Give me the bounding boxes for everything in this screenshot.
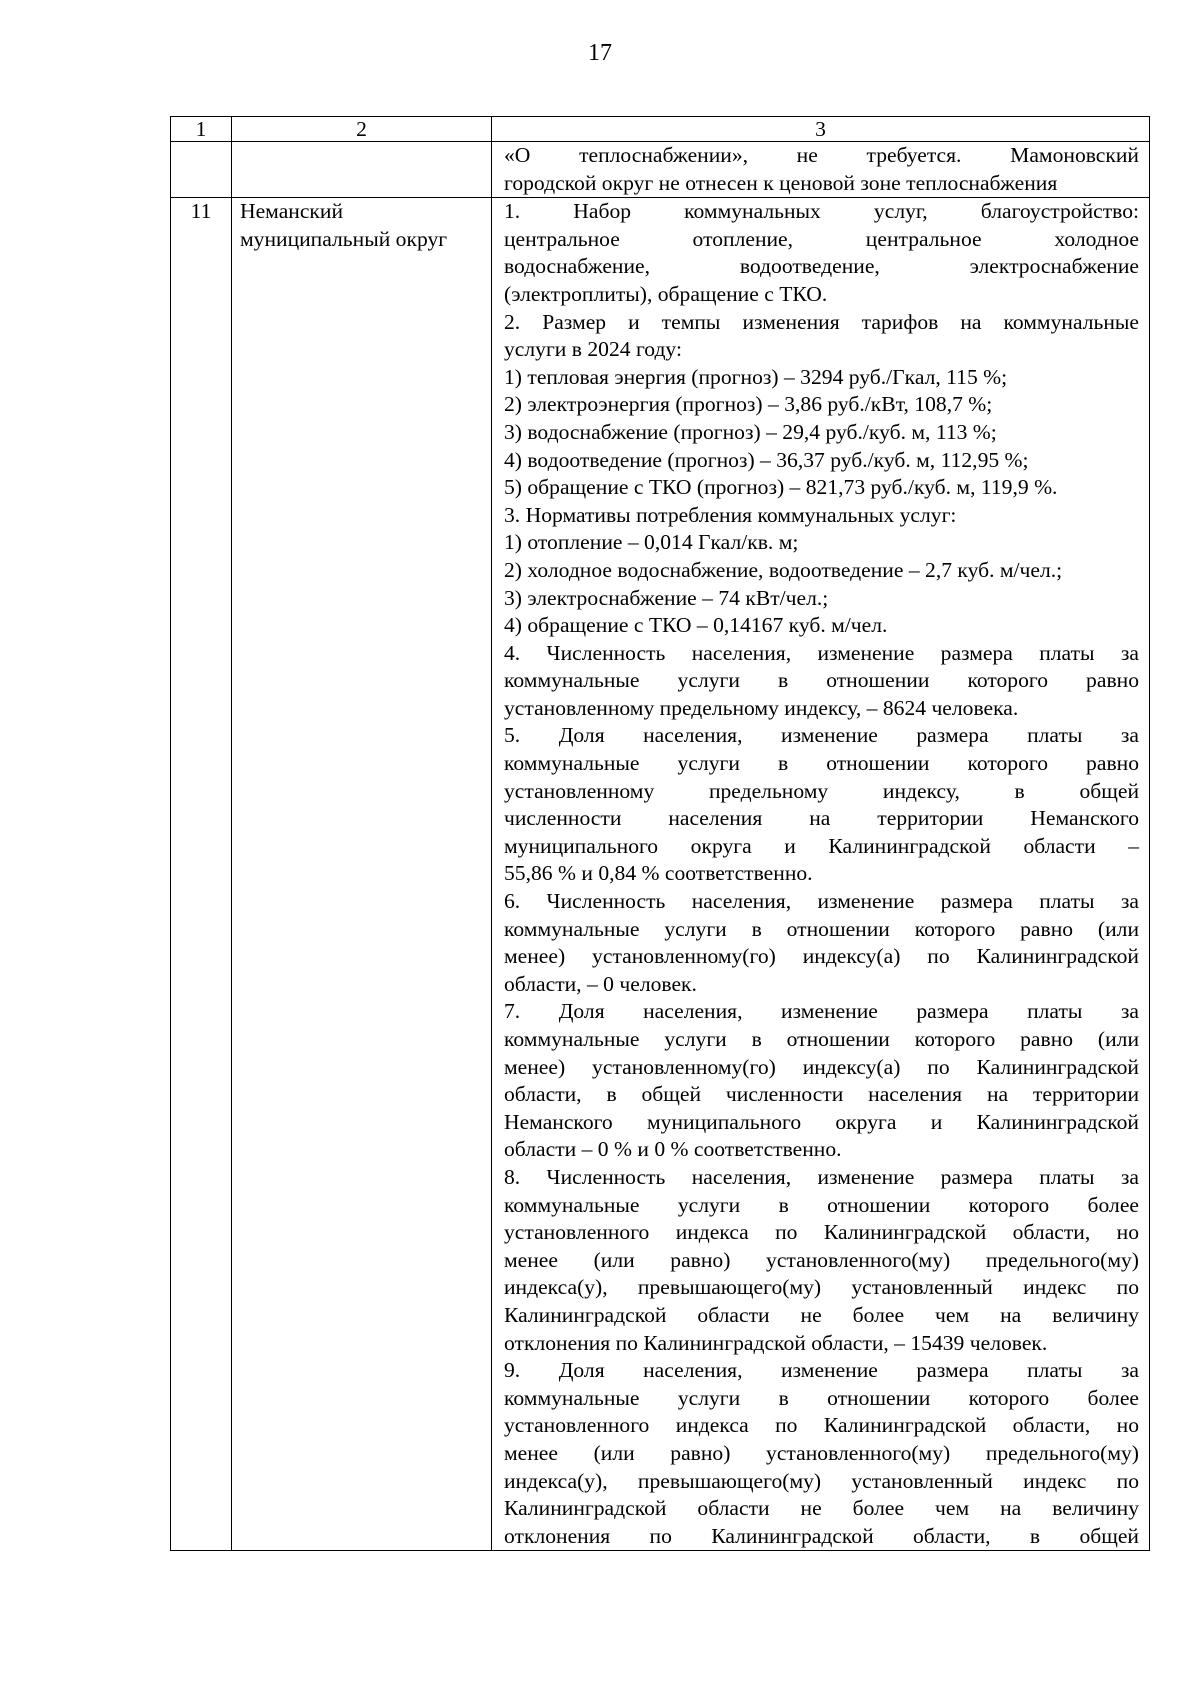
paragraph-line: численности населения на территории Неманского	[504, 806, 1139, 831]
paragraph-line: коммунальные услуги в отношении которого равно (или	[504, 1027, 1139, 1051]
paragraph-line: отклонения по Калининградской области, в общей	[504, 1523, 1139, 1548]
paragraph-line: услуги в 2024 году:	[504, 337, 682, 362]
paragraph-line: 55,86 % и 0,84 % соответственно.	[504, 861, 813, 886]
paragraph-line: 2) холодное водоснабжение, водоотведение – 2,7 куб. м/чел.;	[504, 557, 1063, 582]
paragraph-line: менее (или равно) установленного(му) предельного(му)	[504, 1247, 1139, 1272]
paragraph-line: менее (или равно) установленного(му) предельного(му)	[504, 1440, 1139, 1465]
paragraph-line: 6. Численность населения, изменение размера платы за	[504, 889, 1139, 914]
paragraph-line: коммунальные услуги в отношении которого равно	[504, 668, 1139, 693]
paragraph-line: 7. Доля населения, изменение размера платы за	[504, 999, 1139, 1024]
data-table	[170, 116, 1150, 1551]
row-name-cell	[232, 198, 492, 1551]
paragraph-line: менее) установленному(го) индексу(а) по Калининградской	[504, 1054, 1139, 1079]
paragraph-line: 9. Доля населения, изменение размера платы за	[504, 1358, 1139, 1383]
header-cell-3: 3	[492, 117, 1150, 142]
paragraph-line: установленному предельному индексу, в общей	[504, 778, 1139, 803]
paragraph-line: установленному предельному индексу, – 8624 человека.	[504, 695, 1019, 720]
paragraph-line: 1. Набор коммунальных услуг, благоустройство:	[504, 199, 1139, 224]
paragraph-line: муниципального округа и Калининградской области –	[504, 833, 1139, 858]
paragraph-line: 2. Размер и темпы изменения тарифов на коммунальные	[504, 309, 1139, 334]
table-header-row	[171, 117, 1150, 142]
paragraph-line: установленного индекса по Калининградской области, но	[504, 1220, 1139, 1245]
row-number-cell: 11	[171, 198, 232, 1551]
municipality-name-line: муниципальный округ	[240, 226, 448, 251]
paragraph-line: Калининградской области не более чем на величину	[504, 1496, 1139, 1521]
paragraph-line: центральное отопление, центральное холодное	[504, 226, 1139, 251]
paragraph-line: Калининградской области не более чем на величину	[504, 1302, 1139, 1327]
header-cell-1: 1	[171, 117, 232, 142]
paragraph-line: (электроплиты), обращение с ТКО.	[504, 281, 828, 306]
paragraph-line: Неманского муниципального округа и Калининградской	[504, 1109, 1139, 1134]
paragraph-line: 5) обращение с ТКО (прогноз) – 821,73 руб./куб. м, 119,9 %.	[504, 475, 1058, 500]
table-row-continuation	[171, 142, 1150, 198]
text-line: городской округ не отнесен к ценовой зоне теплоснабжения	[504, 170, 1058, 195]
paragraph-line: индекса(у), превышающего(му) установленный индекс по	[504, 1275, 1139, 1300]
paragraph-line: коммунальные услуги в отношении которого более	[504, 1192, 1139, 1217]
table-row-11	[171, 198, 1150, 1551]
page-number: 17	[588, 40, 612, 66]
paragraph-line: 5. Доля населения, изменение размера платы за	[504, 723, 1139, 748]
paragraph-line: 3) электроснабжение – 74 кВт/чел.;	[504, 585, 829, 610]
text-line: «О теплоснабжении», не требуется. Мамоновский	[504, 143, 1139, 167]
paragraph-line: 4. Численность населения, изменение размера платы за	[504, 640, 1139, 665]
header-cell-2: 2	[232, 117, 492, 142]
row-text-cell	[492, 142, 1150, 198]
paragraph-line: 3. Нормативы потребления коммунальных услуг:	[504, 502, 957, 527]
paragraph-line: 8. Численность населения, изменение размера платы за	[504, 1164, 1139, 1189]
row-number-cell	[171, 142, 232, 198]
municipality-name-line: Неманский	[240, 199, 344, 224]
paragraph-line: 1) тепловая энергия (прогноз) – 3294 руб./Гкал, 115 %;	[504, 364, 1008, 389]
paragraph-line: отклонения по Калининградской области, – 15439 человек.	[504, 1330, 1048, 1355]
paragraph-line: менее) установленному(го) индексу(а) по Калининградской	[504, 944, 1139, 969]
paragraph-line: коммунальные услуги в отношении которого равно	[504, 751, 1139, 776]
paragraph-line: области, в общей численности населения на территории	[504, 1082, 1139, 1107]
paragraph-line: области, – 0 человек.	[504, 971, 697, 996]
paragraph-line: 4) обращение с ТКО – 0,14167 куб. м/чел.	[504, 613, 888, 638]
paragraph-line: 2) электроэнергия (прогноз) – 3,86 руб./кВт, 108,7 %;	[504, 392, 993, 417]
paragraph-line: 4) водоотведение (прогноз) – 36,37 руб./куб. м, 112,95 %;	[504, 447, 1029, 472]
row-name-cell	[232, 142, 492, 198]
paragraph-line: коммунальные услуги в отношении которого равно (или	[504, 916, 1139, 941]
paragraph-line: коммунальные услуги в отношении которого более	[504, 1385, 1139, 1410]
paragraph-line: индекса(у), превышающего(му) установленный индекс по	[504, 1468, 1139, 1493]
paragraph-line: 1) отопление – 0,014 Гкал/кв. м;	[504, 530, 799, 555]
paragraph-line: водоснабжение, водоотведение, электроснабжение	[504, 254, 1139, 279]
paragraph-line: области – 0 % и 0 % соответственно.	[504, 1137, 842, 1162]
paragraph-line: установленного индекса по Калининградской области, но	[504, 1413, 1139, 1438]
row-text-cell	[492, 198, 1150, 1551]
paragraph-line: 3) водоснабжение (прогноз) – 29,4 руб./куб. м, 113 %;	[504, 419, 997, 444]
